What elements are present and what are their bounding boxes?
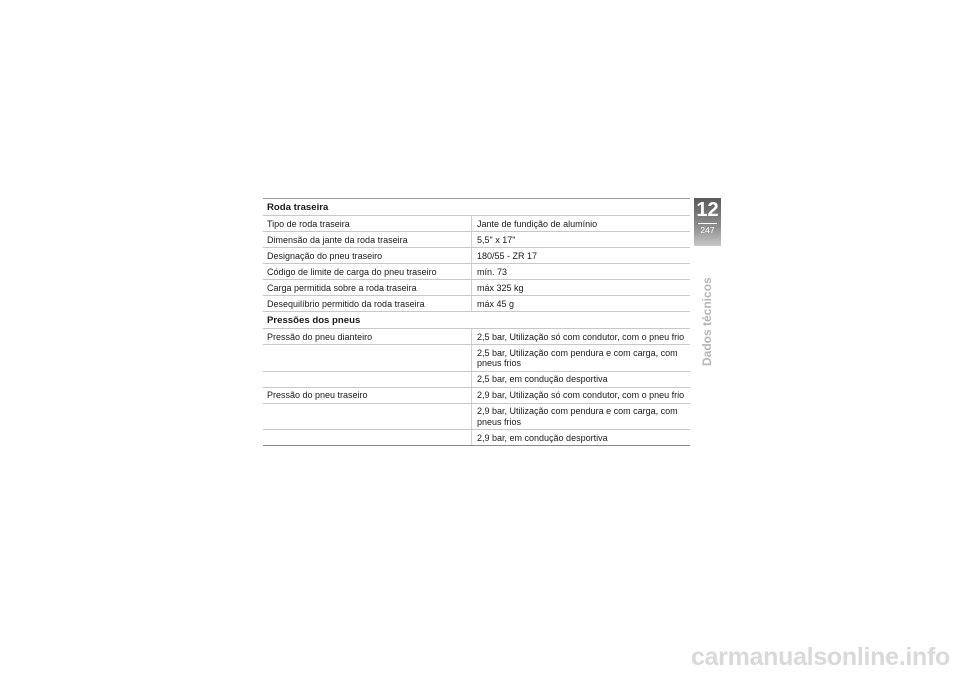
row-label: Pressão do pneu traseiro	[267, 390, 368, 400]
page-number: 247	[700, 225, 715, 235]
row-value: máx 325 kg	[471, 280, 690, 295]
row-value: máx 45 g	[471, 296, 690, 311]
row-value: 180/55 - ZR 17	[471, 248, 690, 263]
row-label	[263, 345, 471, 371]
row-label: Pressão do pneu dianteiro	[267, 331, 373, 342]
table-row	[263, 372, 690, 388]
chapter-number: 12	[696, 199, 719, 221]
table-row	[263, 296, 690, 312]
section-heading-rear-wheel: Roda traseira	[263, 199, 690, 216]
row-value: 2,9 bar, Utilização só com condutor, com o pneu frio	[471, 388, 690, 403]
row-label: Desequilíbrio permitido da roda traseira	[267, 298, 425, 309]
row-label	[263, 404, 471, 430]
table-row	[263, 345, 690, 372]
chapter-tab	[694, 198, 721, 246]
table-row	[263, 248, 690, 264]
row-label: Código de limite de carga do pneu traseiro	[267, 266, 437, 277]
row-value: 2,5 bar, Utilização com pendura e com carga, com pneus frios	[471, 345, 690, 371]
row-value: 2,5 bar, Utilização só com condutor, com o pneu frio	[471, 329, 690, 344]
row-label	[263, 430, 471, 445]
row-label	[263, 372, 471, 387]
table-row	[263, 329, 690, 345]
row-value: 2,9 bar, em condução desportiva	[471, 430, 690, 445]
row-value: Jante de fundição de alumínio	[471, 216, 690, 231]
table-row	[263, 264, 690, 280]
table-row	[263, 280, 690, 296]
section-heading-tyre-pressures: Pressões dos pneus	[263, 312, 690, 329]
spec-table	[263, 198, 690, 446]
watermark: carmanualsonline.info	[690, 643, 950, 671]
row-label: Designação do pneu traseiro	[267, 250, 383, 261]
row-value: 2,9 bar, Utilização com pendura e com carga, com pneus frios	[471, 404, 690, 430]
chapter-divider	[698, 223, 717, 224]
row-value: 5,5" x 17"	[471, 232, 690, 247]
row-value: mín. 73	[471, 264, 690, 279]
table-row	[263, 216, 690, 232]
table-row	[263, 404, 690, 431]
row-value: 2,5 bar, em condução desportiva	[471, 372, 690, 387]
row-label: Carga permitida sobre a roda traseira	[267, 282, 417, 293]
chapter-title: Dados técnicos	[700, 277, 714, 366]
table-row	[263, 232, 690, 248]
table-row	[263, 388, 690, 404]
row-label: Tipo de roda traseira	[267, 218, 350, 229]
table-row	[263, 430, 690, 445]
row-label: Dimensão da jante da roda traseira	[267, 234, 408, 245]
